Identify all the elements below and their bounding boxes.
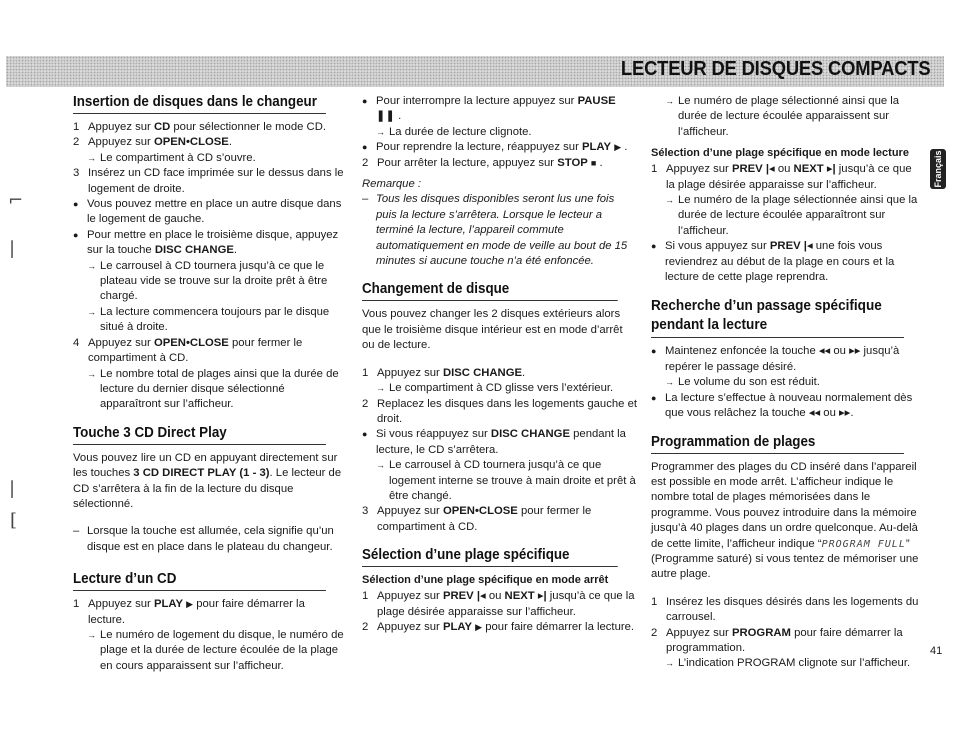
bullet-icon: ● (362, 96, 368, 106)
play-icon: ▶ (186, 599, 194, 610)
dash-item: – Lorsque la touche est allumée, cela signifie qu’un disque est en place dans le plateau du changeur. (73, 525, 334, 553)
paragraph: Vous pouvez lire un CD en appuyant directement sur les touches 3 CD DIRECT PLAY (1 - 3). Le lecteur de CD s’arrêtera à la fin de la lecture du disque sélectionné. (73, 451, 342, 510)
step-1: 1 Appuyez sur DISC CHANGE. (362, 366, 526, 379)
arrow-right-icon: → (87, 629, 96, 640)
arrow-right-icon: → (87, 260, 96, 271)
bullet-item: ● Pour mettre en place le troisième disque, appuyez sur la touche DISC CHANGE. (73, 228, 345, 259)
play-icon: ▶ (475, 621, 483, 632)
subsection-title: Sélection d’une plage spécifique en mode arrêt (362, 574, 609, 587)
rewind-icon: ◂◂ (808, 407, 821, 420)
arrow-right-icon: → (665, 377, 674, 388)
result-item: → La durée de lecture clignote. (362, 125, 637, 140)
arrow-right-icon: → (665, 195, 674, 206)
step-3: 3 Insérez un CD face imprimée sur le dessus dans le logement de droite. (73, 167, 344, 195)
result-item: → Le numéro de plage sélectionné ainsi que la durée de lecture écoulée apparaissent sur l’afficheur. (651, 94, 923, 140)
step-3: 3 Appuyez sur OPEN•CLOSE pour fermer le compartiment à CD. (362, 505, 592, 533)
bullet-item: ● Vous pouvez mettre en place un autre disque dans le logement de gauche. (73, 197, 345, 228)
margin-mark: | (9, 478, 16, 499)
prev-icon: |◂ (476, 590, 486, 603)
step-2: 2 Appuyez sur PLAY ▶ pour faire démarrer la lecture. (362, 620, 635, 633)
next-icon: ▸| (826, 163, 836, 176)
arrow-right-icon: → (87, 152, 96, 163)
result-item: → Le numéro de la plage sélectionnée ainsi que la durée de lecture écoulée apparaîtront sur l’afficheur. (651, 193, 923, 239)
language-tab: Français (930, 149, 946, 189)
page-number: 41 (930, 645, 943, 657)
arrow-right-icon: → (376, 460, 385, 471)
step-2: 2 Appuyez sur PROGRAM pour faire démarrer la programmation. (651, 626, 903, 654)
margin-mark: ⌐ (8, 190, 24, 211)
section-title-direct-play: Touche 3 CD Direct Play (73, 425, 326, 445)
bullet-item: ● Maintenez enfoncée la touche ◂◂ ou ▸▸ jusqu’à repérer le passage désiré. (651, 344, 923, 375)
page-title: LECTEUR DE DISQUES COMPACTS (620, 58, 930, 80)
result-item: → Le carrousel à CD tournera jusqu’à ce que logement interne se trouve à main droite et prêt à être changé. (362, 458, 637, 504)
bullet-icon: ● (651, 241, 657, 252)
result-item: → Le carrousel à CD tournera jusqu’à ce que le plateau vide se trouve sur la droite prêt à être chargé. (73, 259, 345, 305)
pause-icon: ❚❚ (376, 110, 395, 123)
prev-icon: |◂ (765, 163, 775, 176)
lcd-text: PROGRAM FULL (821, 538, 906, 550)
arrow-right-icon: → (665, 96, 674, 106)
arrow-right-icon: → (376, 383, 385, 394)
margin-mark: | (9, 238, 16, 259)
section-title-programming: Programmation de plages (651, 434, 904, 454)
result-item: → Le nombre total de plages ainsi que la durée de lecture du dernier disque sélectionné apparaîtront sur l’afficheur. (73, 367, 345, 413)
subsection-title: Sélection d’une plage spécifique en mode lecture (651, 147, 909, 160)
paragraph: Programmer des plages du CD inséré dans l’appareil est possible en mode arrêt. L’afficheur indique le nombre total de plages mémorisées dans le programme. Vous pouvez introduire dans la mémoire jusqu’à 40 plages dans un ordre quelconque. Au-delà de cette limite, l’afficheur indique “PROGRAM FULL” (Programme saturé) si vous tentez de mémoriser une autre plage. (651, 460, 919, 581)
column-2 (362, 94, 637, 635)
fast-forward-icon: ▸▸ (839, 407, 851, 420)
arrow-right-icon: → (376, 126, 385, 137)
remark-text: – Tous les disques disponibles seront lus une fois puis la lecture s’arrêtera. Lorsque le lecteur a terminé la lecture, l’appareil commute automatiquement en mode de veille au bout de 15 minutes si aucune touche n’a été enfoncée. (362, 193, 628, 268)
bullet-item: ● Pour interrompre la lecture appuyez sur PAUSE ❚❚ . (362, 94, 637, 125)
section-title-search: Recherche d’un passage spécifique pendant la lecture (651, 297, 904, 338)
prev-icon: |◂ (803, 240, 813, 253)
result-item: → Le compartiment à CD glisse vers l’extérieur. (362, 381, 637, 396)
step-4: 4 Appuyez sur OPEN•CLOSE pour fermer le compartiment à CD. (73, 336, 303, 365)
step-2: 2 Appuyez sur OPEN•CLOSE. (73, 136, 232, 149)
bullet-icon: ● (73, 229, 79, 240)
result-item: → Le compartiment à CD s’ouvre. (73, 151, 345, 166)
bullet-item: ● La lecture s’effectue à nouveau normalement dès que vous relâchez la touche ◂◂ ou ▸▸. (651, 391, 923, 422)
result-item: → Le volume du son est réduit. (651, 375, 923, 390)
column-3 (651, 94, 923, 672)
play-icon: ▶ (614, 142, 622, 153)
next-icon: ▸| (537, 590, 547, 603)
section-title-lecture: Lecture d’un CD (73, 571, 326, 591)
column-1 (73, 94, 345, 674)
bullet-item: ● Pour reprendre la lecture, réappuyez sur PLAY ▶ . (362, 140, 637, 155)
rewind-icon: ◂◂ (818, 345, 831, 358)
stop-icon: ■ (590, 157, 597, 168)
section-title-disc-change: Changement de disque (362, 281, 618, 301)
bullet-item: ● Si vous réappuyez sur DISC CHANGE pendant la lecture, le CD s’arrêtera. (362, 427, 637, 458)
result-item: → L’indication PROGRAM clignote sur l’afficheur. (651, 656, 923, 671)
paragraph: Vous pouvez changer les 2 disques extérieurs alors que le troisième disque intérieur est en mode d’arrêt ou de lecture. (362, 308, 623, 352)
arrow-right-icon: → (87, 306, 96, 317)
margin-mark: [ (10, 510, 18, 531)
section-title-track-select: Sélection d’une plage spécifique (362, 547, 618, 567)
step-1: 1 Insérez les disques désirés dans les logements du carrousel. (651, 595, 919, 624)
bullet-icon: ● (362, 142, 368, 153)
step-2: 2 Pour arrêter la lecture, appuyez sur STOP ■ . (362, 156, 603, 169)
step-1: 1 Appuyez sur PREV |◂ ou NEXT ▸| jusqu’à ce que la plage désirée apparaisse sur l’afficheur. (362, 590, 635, 618)
step-2: 2 Replacez les disques dans les logements gauche et droit. (362, 397, 637, 425)
bullet-item: ● Si vous appuyez sur PREV |◂ une fois vous reviendrez au début de la plage en cours et la lecture de cette plage reprendra. (651, 239, 923, 285)
section-title-insertion: Insertion de disques dans le changeur (73, 94, 326, 114)
fast-forward-icon: ▸▸ (849, 345, 861, 358)
arrow-right-icon: → (87, 368, 96, 379)
arrow-right-icon: → (665, 658, 674, 669)
bullet-icon: ● (362, 429, 368, 440)
result-item: → Le numéro de logement du disque, le numéro de plage et la durée de lecture écoulée de la plage en cours apparaissent sur l’afficheur. (73, 628, 345, 674)
bullet-icon: ● (73, 199, 79, 210)
result-item: → La lecture commencera toujours par le disque situé à droite. (73, 305, 345, 336)
step-1: 1 Appuyez sur PLAY ▶ pour faire démarrer la lecture. (73, 598, 305, 626)
step-1: 1 Appuyez sur CD pour sélectionner le mode CD. (73, 121, 326, 133)
bullet-icon: ● (651, 346, 657, 357)
bullet-icon: ● (651, 392, 657, 403)
step-1: 1 Appuyez sur PREV |◂ ou NEXT ▸| jusqu’à ce que la plage désirée apparaisse sur l’afficheur. (651, 163, 912, 191)
remark-label: Remarque : (362, 178, 422, 191)
